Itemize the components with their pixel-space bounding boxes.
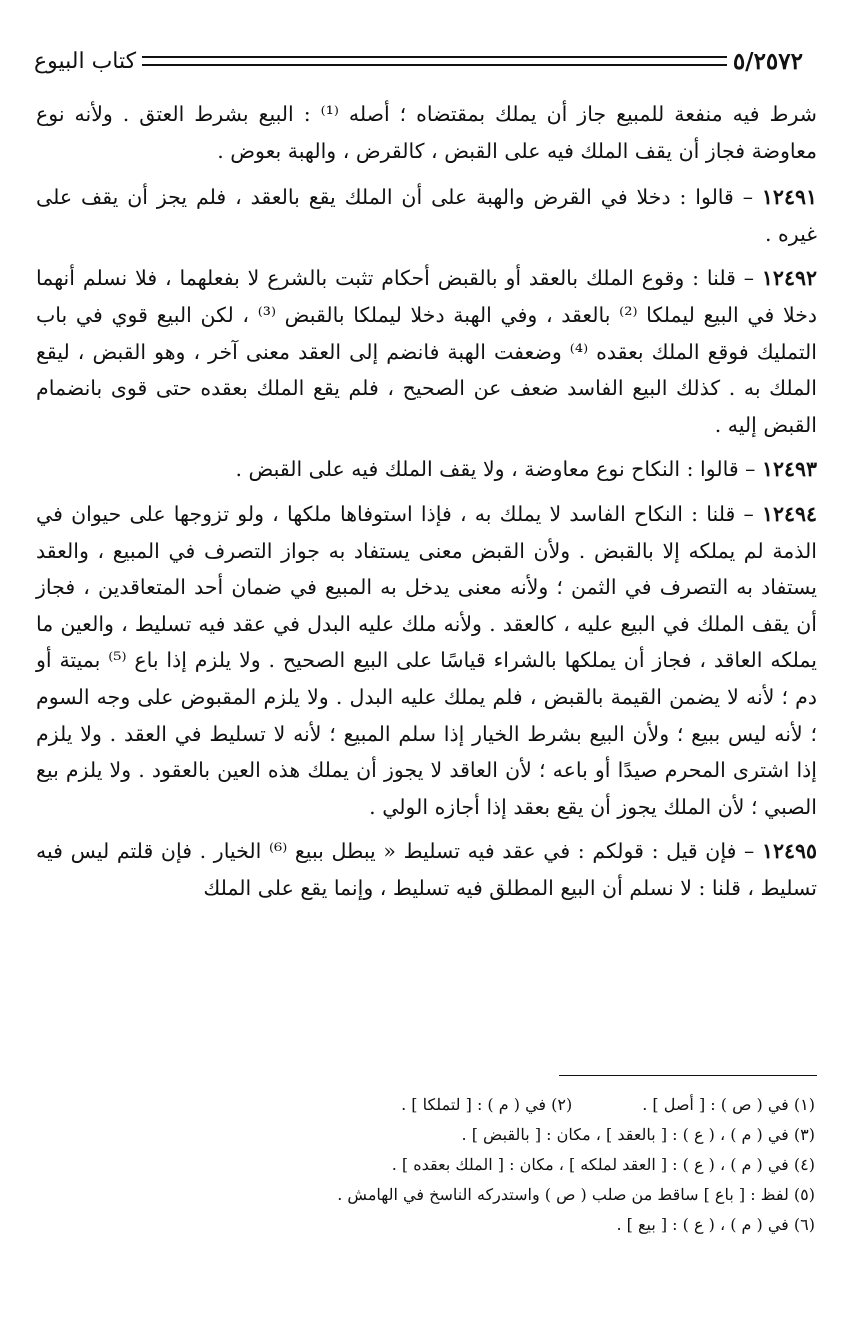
paragraph-text: – قلنا : وقوع الملك بالعقد أو بالقبض أحكام تثبت بالشرع لا بفعلهما ، فلا نسلم أنهما دخلا في البيع ليملكا ⁽²⁾ بالعقد ، وفي الهبة دخلا ليملكا بالقبض ⁽³⁾ ، لكن البيع قوي في باب التمليك فوقع الملك بعقده ⁽⁴⁾ وضعفت الهبة فانضم إلى العقد معنى آخر ، وهو القبض ، ليقع الملك به . كذلك البيع الفاسد ضعف عن الصحيح ، فلم يقع الملك بعقده حتى قوى بانضمام القبض إليه .: [36, 266, 818, 437]
paragraph: [36, 179, 817, 252]
running-title: كتاب البيوع: [34, 48, 137, 74]
footnotes: [36, 1090, 815, 1240]
paragraph: [36, 451, 817, 488]
paragraph-text: – فإن قيل : قولكم : في عقد فيه تسليط « يبطل ببيع ⁽⁶⁾ الخيار . فإن قلتم ليس فيه تسليط ، قلنا : لا نسلم أن البيع المطلق فيه تسليط ، وإنما يقع على الملك: [36, 839, 817, 900]
footnote-4: (٤) في ( م ) ، ( ع ) : [ العقد لملكه ] ، مكان : [ الملك بعقده ] .: [391, 1155, 815, 1174]
paragraph-text: – قلنا : النكاح الفاسد لا يملك به ، فإذا استوفاها ملكها ، ولو تزوجها على حيوان في الذمة لم يملكه إلا بالقبض . ولأن القبض معنى يستفاد به جواز التصرف في المبيع ، والعقد يستفاد به التصرف في الثمن ؛ ولأنه معنى يدخل به المبيع في ضمان أحد المتعاقدين ، فجاز أن يقف الملك في البيع عليه ، كالعقد . ولأنه ملك عليه البدل في عقد فيه تسليط ، والعين ما يملكه العاقد ، فجاز أن يملكها بالشراء قياسًا على البيع الصحيح . ولا يلزم إذا باع ⁽⁵⁾ بميتة أو دم ؛ لأنه لا يضمن القيمة بالقبض ، فلم يملك عليه البدل . ولا يلزم المقبوض على وجه السوم ؛ لأنه ليس ببيع ؛ ولأن البيع بشرط الخيار إذا سلم المبيع ؛ لأنه لا تسليط في العقد . ولا يلزم إذا اشترى المحرم صيدًا أو باعه ؛ لأن العاقد لا يجوز أن يملك هذه العين بالعقود . ولا يلزم بيع الصبي ؛ لأن الملك يجوز أن يقع بعقد إذا أجازه الولي .: [36, 501, 817, 819]
footnote-2: (٢) في ( م ) : [ لتملكا ] .: [401, 1095, 573, 1114]
paragraph-text: شرط فيه منفعة للمبيع جاز أن يملك بمقتضاه ؛ أصله ⁽¹⁾ : البيع بشرط العتق . ولأنه نوع معاوضة فجاز أن يقف الملك فيه على القبض ، كالقرض ، والهبة بعوض .: [36, 102, 817, 163]
page-header: [30, 44, 803, 78]
paragraph: [36, 96, 817, 169]
paragraph-text: – قالوا : دخلا في القرض والهبة على أن الملك يقع بالعقد ، فلم يجز أن يقف على غيره .: [36, 185, 817, 246]
footnote-3: (٣) في ( م ) ، ( ع ) : [ بالعقد ] ، مكان : [ بالقبض ] .: [461, 1125, 815, 1144]
issue-number: ١٢٤٩٣: [761, 457, 817, 482]
issue-number: ١٢٤٩٥: [761, 839, 818, 864]
paragraph: [36, 260, 817, 443]
footnote-1: (١) في ( ص ) : [ أصل ] .: [642, 1095, 815, 1114]
paragraph: [36, 833, 817, 906]
issue-number: ١٢٤٩١: [761, 185, 817, 210]
header-rule: [142, 56, 727, 66]
paragraph: [36, 496, 817, 825]
issue-number: ١٢٤٩٤: [761, 501, 817, 526]
paragraph-text: – قالوا : النكاح نوع معاوضة ، ولا يقف الملك فيه على القبض .: [235, 457, 756, 482]
footnote-6: (٦) في ( م ) ، ( ع ) : [ بيع ] .: [616, 1215, 815, 1234]
main-text: [36, 96, 817, 914]
footnote-row: [36, 1090, 815, 1120]
footnote-5: (٥) لفظ : [ باع ] ساقط من صلب ( ص ) واستدركه الناسخ في الهامش .: [337, 1185, 815, 1204]
page-reference: ٥/٢٥٧٢: [732, 47, 803, 75]
issue-number: ١٢٤٩٢: [761, 266, 817, 291]
footnote-separator: [559, 1075, 817, 1076]
